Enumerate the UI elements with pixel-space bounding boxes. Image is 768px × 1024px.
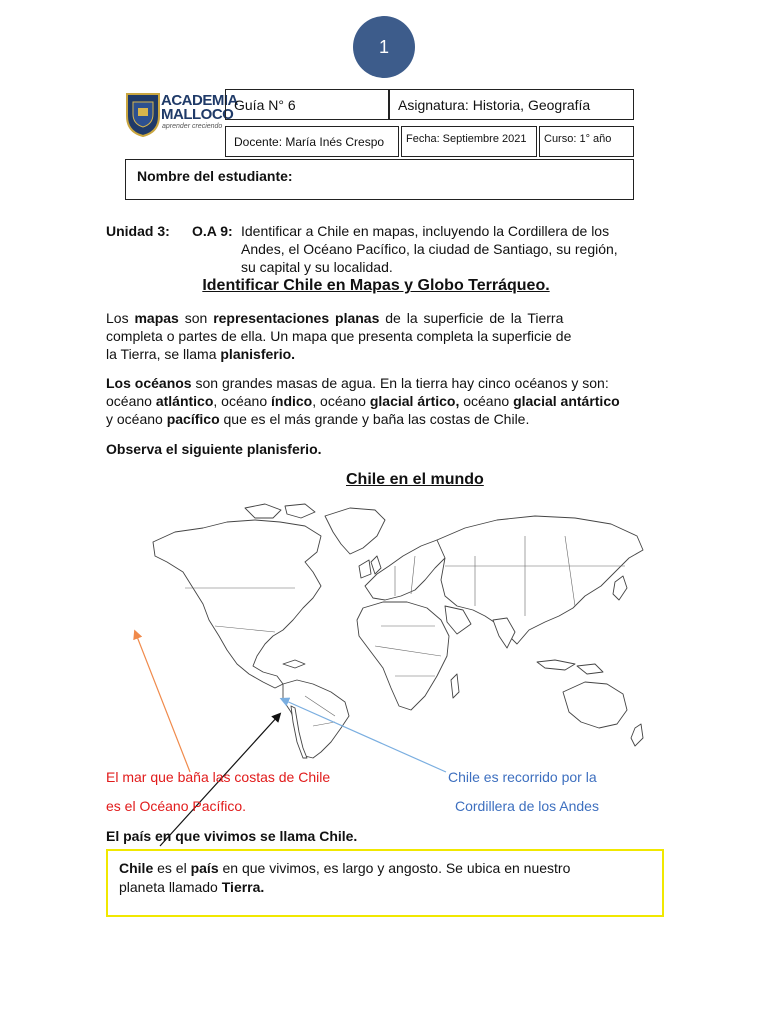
p2-text: que es el más grande y baña las costas de Chile.: [219, 411, 530, 427]
p2-bold-oceanos: Los océanos: [106, 375, 192, 391]
logo-name-line1: ACADEMIA: [161, 92, 238, 109]
p1-bold-planisferio: planisferio.: [220, 346, 296, 362]
objective-line-2: Andes, el Océano Pacífico, la ciudad de Santiago, su región,: [241, 241, 618, 257]
observe-instruction: Observa el siguiente planisferio.: [106, 441, 322, 457]
p2-bold-artico: glacial ártico,: [369, 393, 460, 409]
guia-cell: Guía N° 6: [225, 89, 389, 120]
logo-tagline: aprender creciendo: [162, 123, 223, 130]
p2-text: océano: [459, 393, 514, 409]
map-title: Chile en el mundo: [346, 471, 484, 488]
pacific-label-line-1: El mar que baña las costas de Chile: [106, 769, 331, 785]
p2-text: océano: [106, 393, 156, 409]
p2-bold-antartico: glacial antártico: [513, 393, 620, 409]
summary-line-1: [119, 859, 651, 878]
p2-bold-pacifico: pacífico: [166, 411, 220, 427]
asignatura-cell: Asignatura: Historia, Geografía: [389, 89, 634, 120]
p2-bold-indico: índico: [271, 393, 313, 409]
page-number-badge: 1: [353, 16, 415, 78]
fecha-cell: Fecha: Septiembre 2021: [401, 126, 537, 157]
student-name-label: Nombre del estudiante:: [137, 168, 293, 184]
andes-label-line-1: Chile es recorrido por la: [448, 769, 597, 785]
p1-bold-mapas: mapas: [134, 310, 179, 326]
pacific-label-line-2: es el Océano Pacífico.: [106, 798, 247, 814]
summary-text: en que vivimos, es largo y angosto. Se ubica en nuestro: [218, 860, 571, 876]
main-title: Identificar Chile en Mapas y Globo Terráqueo.: [202, 277, 550, 294]
objective-line-1: Identificar a Chile en mapas, incluyendo la Cordillera de los: [241, 223, 610, 239]
andes-label-line-2: Cordillera de los Andes: [455, 798, 599, 814]
summary-text: planeta llamado: [119, 879, 222, 895]
p2-text: y océano: [106, 411, 167, 427]
summary-bold-tierra: Tierra.: [221, 879, 265, 895]
logo-name-line2: MALLOCO: [161, 106, 234, 123]
p2-bold-atlantico: atlántico: [155, 393, 214, 409]
oa-label: O.A 9:: [192, 223, 233, 239]
summary-bold-pais: país: [190, 860, 219, 876]
pacific-arrow: [136, 634, 190, 772]
summary-bold-chile: Chile: [119, 860, 154, 876]
summary-text: es el: [153, 860, 191, 876]
objective-line-3: su capital y su localidad.: [241, 259, 393, 275]
p2-text: , océano: [213, 393, 272, 409]
country-statement: El país en que vivimos se llama Chile.: [106, 828, 358, 844]
summary-box: [106, 849, 664, 917]
andes-arrow: [284, 700, 446, 772]
unit-label: Unidad 3:: [106, 223, 170, 239]
summary-line-2: [119, 878, 651, 897]
curso-cell: Curso: 1° año: [539, 126, 634, 157]
p1-text: Los: [106, 310, 135, 326]
p2-text: son grandes masas de agua. En la tierra hay cinco océanos y son:: [191, 375, 609, 391]
docente-cell: Docente: María Inés Crespo: [225, 126, 399, 157]
p1-line-2: completa o partes de ella. Un mapa que presenta completa la superficie de: [106, 328, 572, 344]
p1-text: son: [178, 310, 214, 326]
p1-text: de la superficie de la Tierra: [379, 310, 564, 326]
p1-text: la Tierra, se llama: [106, 346, 221, 362]
p1-bold-representaciones: representaciones planas: [213, 310, 380, 326]
p2-text: , océano: [312, 393, 370, 409]
